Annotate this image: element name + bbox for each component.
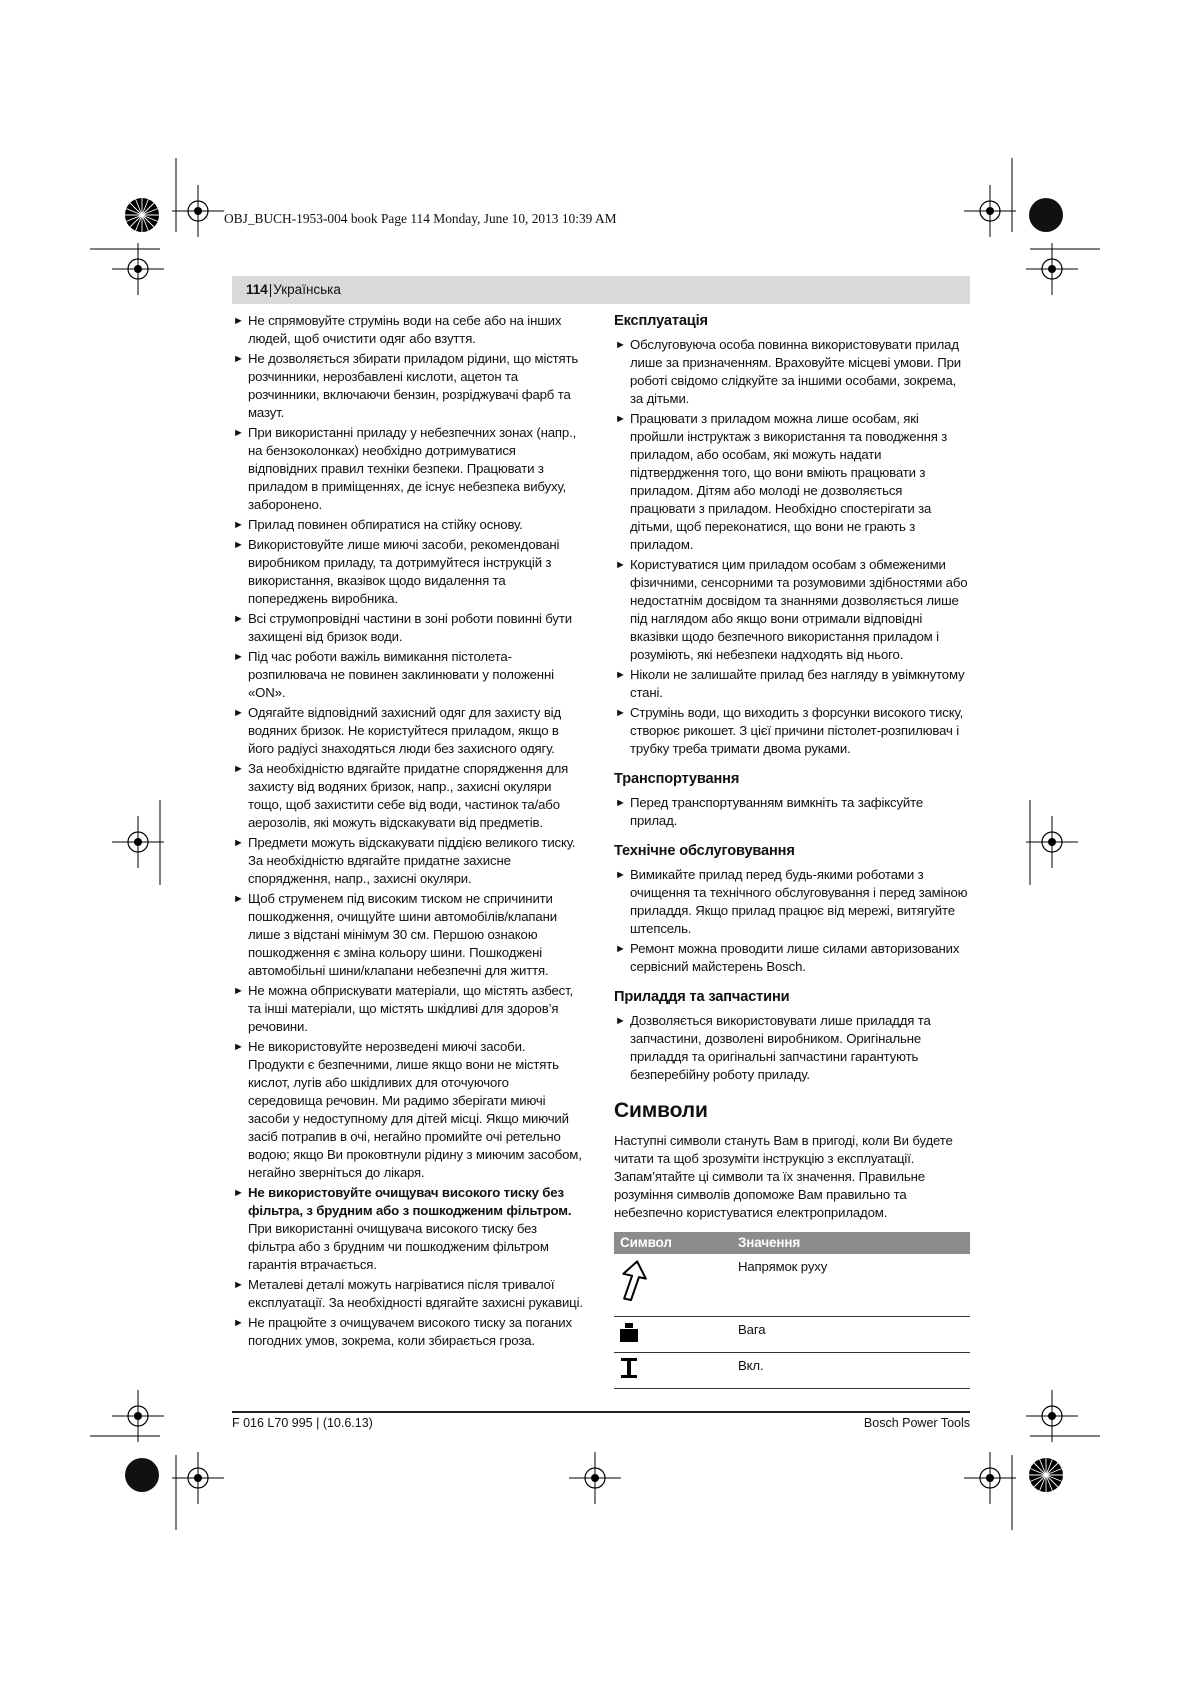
starburst-mark-icon	[125, 198, 159, 232]
page-header-bar	[232, 276, 970, 304]
crosshair-mark-icon	[112, 816, 164, 868]
solid-mark-icon	[125, 1458, 159, 1492]
bullet-arrow-icon: ►	[615, 707, 626, 719]
bullet-arrow-icon: ►	[233, 1187, 244, 1199]
operation-item: ► Працювати з приладом можна лише особам, які пройшли інструктаж з використання та поводження з приладом, або особам, які можуть надати підтвердження того, що вони вміють працювати з приладом. Дітям або молоді не дозволяється працювати з приладом. Необхідно спостерігати за дітьми, щоб переконатися, що вони не грають з приладом.	[615, 411, 948, 552]
bullet-arrow-icon: ►	[615, 559, 626, 571]
bullet-arrow-icon: ►	[615, 669, 626, 681]
bullet-arrow-icon: ►	[615, 869, 626, 881]
footer-brand: Bosch Power Tools	[863, 1416, 970, 1430]
safety-item: ► Металеві деталі можуть нагріватися після тривалої експлуатації. За необхідності вдягайте захисні рукавиці.	[233, 1277, 583, 1310]
switch-on-icon	[618, 1357, 640, 1379]
weight-icon	[618, 1321, 640, 1343]
safety-item: ► Не спрямовуйте струмінь води на себе або на інших людей, щоб очистити одяг або взуття.	[233, 313, 562, 346]
col-symbol-header: Символ	[614, 1232, 732, 1254]
maintenance-item: ► Ремонт можна проводити лише силами авторизованих сервісний майстерень Bosch.	[615, 941, 960, 974]
page-number: 114	[246, 282, 268, 297]
symbols-table-header	[614, 1232, 970, 1254]
bullet-arrow-icon: ►	[615, 1015, 626, 1027]
bullet-arrow-icon: ►	[615, 797, 626, 809]
safety-item: ► Прилад повинен обпиратися на стійку основу.	[233, 517, 523, 532]
bullet-arrow-icon: ►	[233, 707, 244, 719]
crosshair-mark-icon	[1026, 243, 1078, 295]
crosshair-mark-icon	[112, 1390, 164, 1442]
safety-item: ► Не можна обприскувати матеріали, що містять азбест, та інші матеріали, що містять шкідливі для здоров’я речовини.	[233, 983, 574, 1034]
header-language: Українська	[273, 282, 341, 297]
bullet-arrow-icon: ►	[615, 413, 626, 425]
safety-item: ► Не працюйте з очищувачем високого тиску за поганих погодних умов, зокрема, коли збирається гроза.	[233, 1315, 572, 1348]
bullet-arrow-icon: ►	[233, 1317, 244, 1329]
bullet-arrow-icon: ►	[233, 427, 244, 439]
accessories-item: ► Дозволяється використовувати лише приладдя та запчастини, дозволені виробником. Оригінальне приладдя та оригінальні запчастини гарантують безперебійну роботу приладу.	[615, 1013, 931, 1082]
safety-item: ► За необхідністю вдягайте придатне спорядження для захисту від водяних бризок, напр., захисні окуляри тощо, щоб захистити себе від води, частинок та/або аерозолів, які можуть відскакувати від предметів.	[233, 761, 569, 830]
crosshair-mark-icon	[569, 1452, 621, 1504]
safety-item: ► Одягайте відповідний захисний одяг для захисту від водяних бризок. Не користуйтеся приладом, якщо в його радіусі знаходяться люди без захисного одягу.	[233, 705, 562, 756]
safety-item: ► Всі струмопровідні частини в зоні роботи повинні бути захищені від бризок води.	[233, 611, 572, 644]
table-row	[614, 1254, 970, 1317]
transport-item: ► Перед транспортуванням вимкніть та зафіксуйте прилад.	[615, 795, 924, 828]
safety-item: ► Використовуйте лише миючі засоби, рекомендовані виробником приладу, та дотримуйтеся інструкцій з використання, вказівок щодо видалення та попереджень виробника.	[233, 537, 560, 606]
bullet-arrow-icon: ►	[233, 893, 244, 905]
starburst-mark-icon	[1029, 1458, 1063, 1492]
safety-item: ► Щоб струменем під високим тиском не спричинити пошкодження, очищуйте шини автомобілів/клапани лише з відстані мінімум 30 см. Першою ознакою пошкодження є зміна кольору шини. Пошкоджені автомобільні шини/клапани небезпечні для життя.	[233, 891, 557, 978]
col-meaning-header: Значення	[732, 1232, 970, 1254]
bullet-arrow-icon: ►	[233, 985, 244, 997]
crosshair-mark-icon	[964, 1452, 1016, 1504]
bullet-arrow-icon: ►	[233, 613, 244, 625]
table-row	[614, 1353, 970, 1389]
symbols-intro: Наступні символи стануть Вам в пригоді, коли Ви будете читати та щоб зрозуміти інструкцію з експлуатації. Запам’ятайте ці символи та їх значення. Правильне розуміння символів допоможе Вам правильно та небезпечно користуватися електроприладом.	[614, 1133, 953, 1220]
maintenance-item: ► Вимикайте прилад перед будь-якими роботами з очищення та технічного обслуговування і перед заміною приладдя. Якщо прилад працює від мережі, витягуйте штепсель.	[615, 867, 968, 936]
bullet-arrow-icon: ►	[615, 339, 626, 351]
section-heading-accessories: Приладдя та запчастини	[614, 989, 790, 1005]
movement-direction-arrow-icon	[618, 1258, 648, 1304]
operation-item: ► Обслуговуюча особа повинна використовувати прилад лише за призначенням. Враховуйте місцеві умови. При роботі свідомо слідкуйте за іншими особами, зокрема, за дітьми.	[615, 337, 962, 406]
left-column	[232, 312, 584, 1352]
section-heading-transport: Транспортування	[614, 771, 740, 787]
bullet-arrow-icon: ►	[233, 353, 244, 365]
crosshair-mark-icon	[172, 1452, 224, 1504]
bullet-arrow-icon: ►	[233, 837, 244, 849]
crosshair-mark-icon	[964, 185, 1016, 237]
bullet-arrow-icon: ►	[233, 1279, 244, 1291]
operation-item: ► Користуватися цим приладом особам з обмеженими фізичними, сенсорними та розумовими здібностями або недостатнім досвідом та знаннями дозволяється лише під наглядом або якщо вони отримали відповідні вказівки щодо безпечного використання приладом і розуміють, які небезпеки надходять від нього.	[615, 557, 968, 662]
print-slug-line: OBJ_BUCH-1953-004 book Page 114 Monday, June 10, 2013 10:39 AM	[224, 211, 617, 226]
safety-item: ► Під час роботи важіль вимикання пістолета-розпилювача не повинен заклинювати у положенні «ON».	[233, 649, 554, 700]
safety-item: ► Не дозволяється збирати приладом рідини, що містять розчинники, нерозбавлені кислоти, ацетон та розчинники, включаючи бензин, розріджувачі фарб та мазут.	[233, 351, 579, 420]
symbol-meaning: Вага	[732, 1317, 970, 1353]
symbol-meaning: Напрямок руху	[732, 1254, 970, 1317]
bullet-arrow-icon: ►	[615, 943, 626, 955]
symbol-meaning: Вкл.	[732, 1353, 970, 1389]
solid-mark-icon	[1029, 198, 1063, 232]
safety-item: ► При використанні приладу у небезпечних зонах (напр., на бензоколонках) необхідно дотримуватися відповідних правил техніки безпеки. Працювати з приладом в приміщеннях, де існує небезпека вибуху, заборонено.	[233, 425, 577, 512]
crosshair-mark-icon	[1026, 816, 1078, 868]
symbols-table	[614, 1232, 970, 1389]
bullet-arrow-icon: ►	[233, 1041, 244, 1053]
table-row	[614, 1317, 970, 1353]
bullet-arrow-icon: ►	[233, 651, 244, 663]
crosshair-mark-icon	[172, 185, 224, 237]
operation-item: ► Ніколи не залишайте прилад без нагляду в увімкнутому стані.	[615, 667, 965, 700]
footer-document-code: F 016 L70 995 | (10.6.13)	[232, 1416, 373, 1430]
safety-item-bold-lead: Не використовуйте очищувач високого тиску без фільтра, з брудним або з пошкодженим фільтром.	[248, 1185, 572, 1218]
right-column	[614, 312, 970, 1389]
operation-item: ► Струмінь води, що виходить з форсунки високого тиску, створює рикошет. З цієї причини пістолет-розпилювач і трубку треба тримати двома руками.	[615, 705, 964, 756]
footer-rule	[232, 1411, 970, 1413]
safety-item: ► Предмети можуть відскакувати піддією великого тиску. За необхідністю вдягайте придатне захисне спорядження, напр., захисні окуляри.	[233, 835, 576, 886]
bullet-arrow-icon: ►	[233, 315, 244, 327]
bullet-arrow-icon: ►	[233, 519, 244, 531]
crosshair-mark-icon	[1026, 1390, 1078, 1442]
bullet-arrow-icon: ►	[233, 539, 244, 551]
bullet-arrow-icon: ►	[233, 763, 244, 775]
symbols-heading: Символи	[614, 1099, 708, 1122]
safety-item: ► Не використовуйте очищувач високого тиску без фільтра, з брудним або з пошкодженим фільтром. При використанні очищувача високого тиску без фільтра або з брудним чи пошкодженим фільтром гарантія втрачається.	[233, 1185, 572, 1272]
safety-item: ► Не використовуйте нерозведені миючі засоби. Продукти є безпечними, лише якщо вони не містять кислот, лугів або шкідливих для оточуючого середовища речовин. Ми радимо зберігати миючі засоби у недоступному для дітей місці. Якщо миючий засіб потрапив в очі, негайно промийте очі ретельно водою; якщо Ви проковтнули рідину з миючим засобом, негайно зверніться до лікаря.	[233, 1039, 582, 1180]
crosshair-mark-icon	[112, 243, 164, 295]
section-heading-operation: Експлуатація	[614, 313, 708, 329]
header-separator: |	[268, 282, 273, 297]
section-heading-maintenance: Технічне обслуговування	[614, 843, 795, 859]
